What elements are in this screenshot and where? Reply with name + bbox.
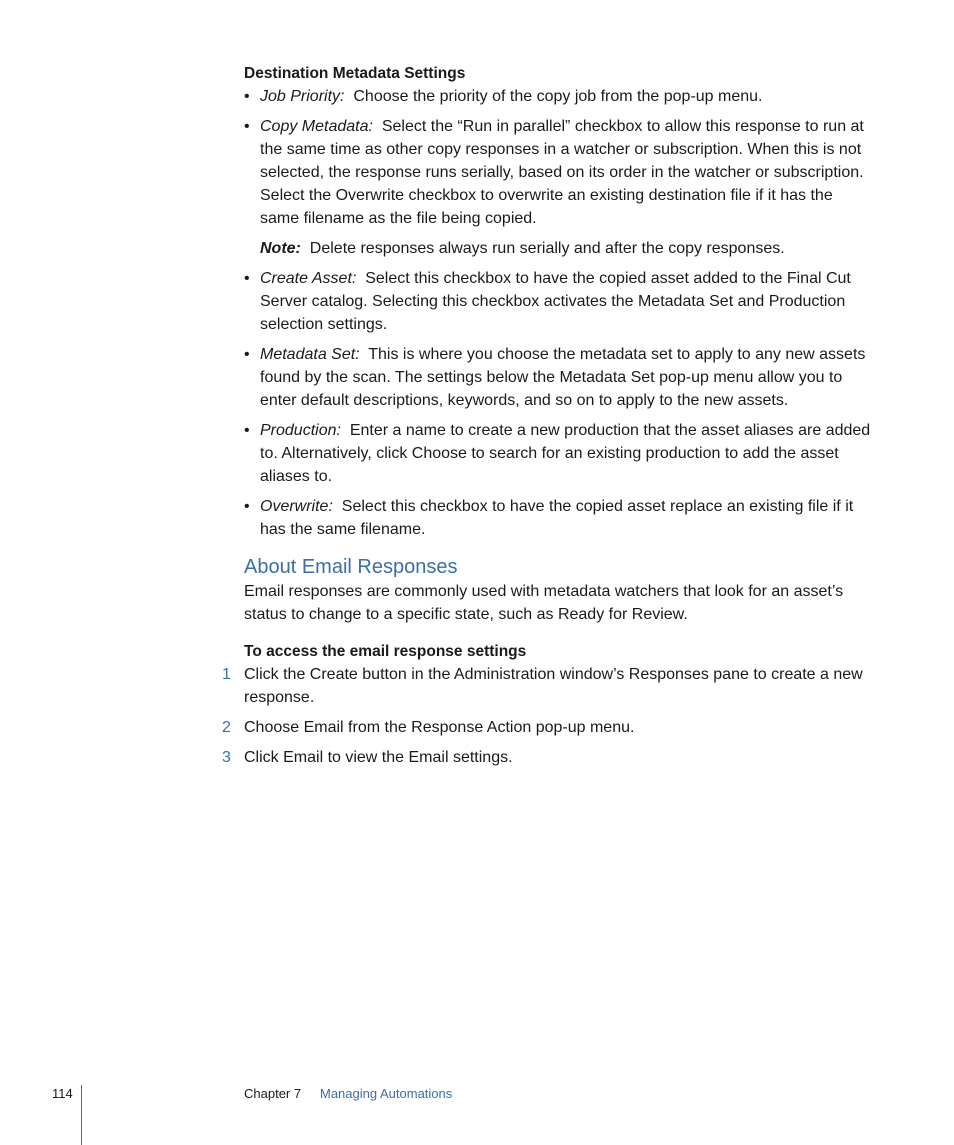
item-term: Job Priority: — [260, 88, 345, 105]
list-item — [244, 115, 876, 230]
item-term: Copy Metadata: — [260, 118, 373, 135]
item-text: Select the “Run in parallel” checkbox to allow this response to run at the same time as other copy responses in a watcher or subscription. When this is not selected, the response runs serially, based on its order in the watcher or subscription. Select the Overwrite checkbox to overwrite an existing destination file if it has the same filename as the file being copied. — [260, 118, 864, 227]
section-title: About Email Responses — [244, 556, 458, 578]
step-number: 1 — [222, 666, 231, 683]
step-number: 3 — [222, 749, 231, 766]
bullet-icon: • — [244, 498, 250, 515]
bullet-icon: • — [244, 270, 250, 287]
step-item — [222, 716, 876, 739]
item-term: Metadata Set: — [260, 346, 360, 363]
note — [244, 237, 876, 260]
list-item — [244, 495, 876, 541]
destination-list-continued — [244, 267, 876, 541]
steps-list — [222, 663, 876, 769]
section-intro: Email responses are commonly used with metadata watchers that look for an asset’s status to change to a specific state, such as Ready for Review. — [244, 583, 844, 623]
bullet-icon: • — [244, 88, 250, 105]
note-text: Delete responses always run serially and after the copy responses. — [309, 240, 785, 257]
footer-divider — [81, 1085, 82, 1145]
list-item — [244, 419, 876, 488]
step-item — [222, 746, 876, 769]
item-text: This is where you choose the metadata set to apply to any new assets found by the scan. The settings below the Metadata Set pop-up menu allow you to enter default descriptions, keywords, and so on to apply to the new assets. — [260, 346, 866, 409]
chapter-label: Chapter 7 — [244, 1086, 302, 1101]
step-text: Click Email to view the Email settings. — [244, 749, 513, 766]
page-content — [222, 62, 876, 776]
list-item — [244, 343, 876, 412]
item-term: Create Asset: — [260, 270, 357, 287]
bullet-icon: • — [244, 422, 250, 439]
page-number: 114 — [52, 1086, 73, 1101]
item-term: Production: — [260, 422, 341, 439]
note-label: Note: — [260, 240, 301, 257]
list-item — [244, 85, 876, 108]
item-term: Overwrite: — [260, 498, 333, 515]
destination-list — [244, 85, 876, 230]
item-text: Choose the priority of the copy job from the pop-up menu. — [353, 88, 763, 105]
bullet-icon: • — [244, 118, 250, 135]
item-text: Enter a name to create a new production that the asset aliases are added to. Alternatively, click Choose to search for an existing production to add the asset aliases to. — [260, 422, 871, 485]
step-number: 2 — [222, 719, 231, 736]
task-heading: To access the email response settings — [244, 643, 527, 660]
bullet-icon: • — [244, 346, 250, 363]
item-text: Select this checkbox to have the copied asset added to the Final Cut Server catalog. Selecting this checkbox activates the Metadata Set and Production selection settings. — [260, 270, 851, 333]
destination-heading: Destination Metadata Settings — [244, 65, 466, 82]
step-item — [222, 663, 876, 709]
item-text: Select this checkbox to have the copied asset replace an existing file if it has the same filename. — [260, 498, 854, 538]
chapter-title: Managing Automations — [320, 1086, 453, 1101]
list-item — [244, 267, 876, 336]
step-text: Choose Email from the Response Action pop-up menu. — [244, 719, 635, 736]
step-text: Click the Create button in the Administration window’s Responses pane to create a new response. — [244, 666, 863, 706]
